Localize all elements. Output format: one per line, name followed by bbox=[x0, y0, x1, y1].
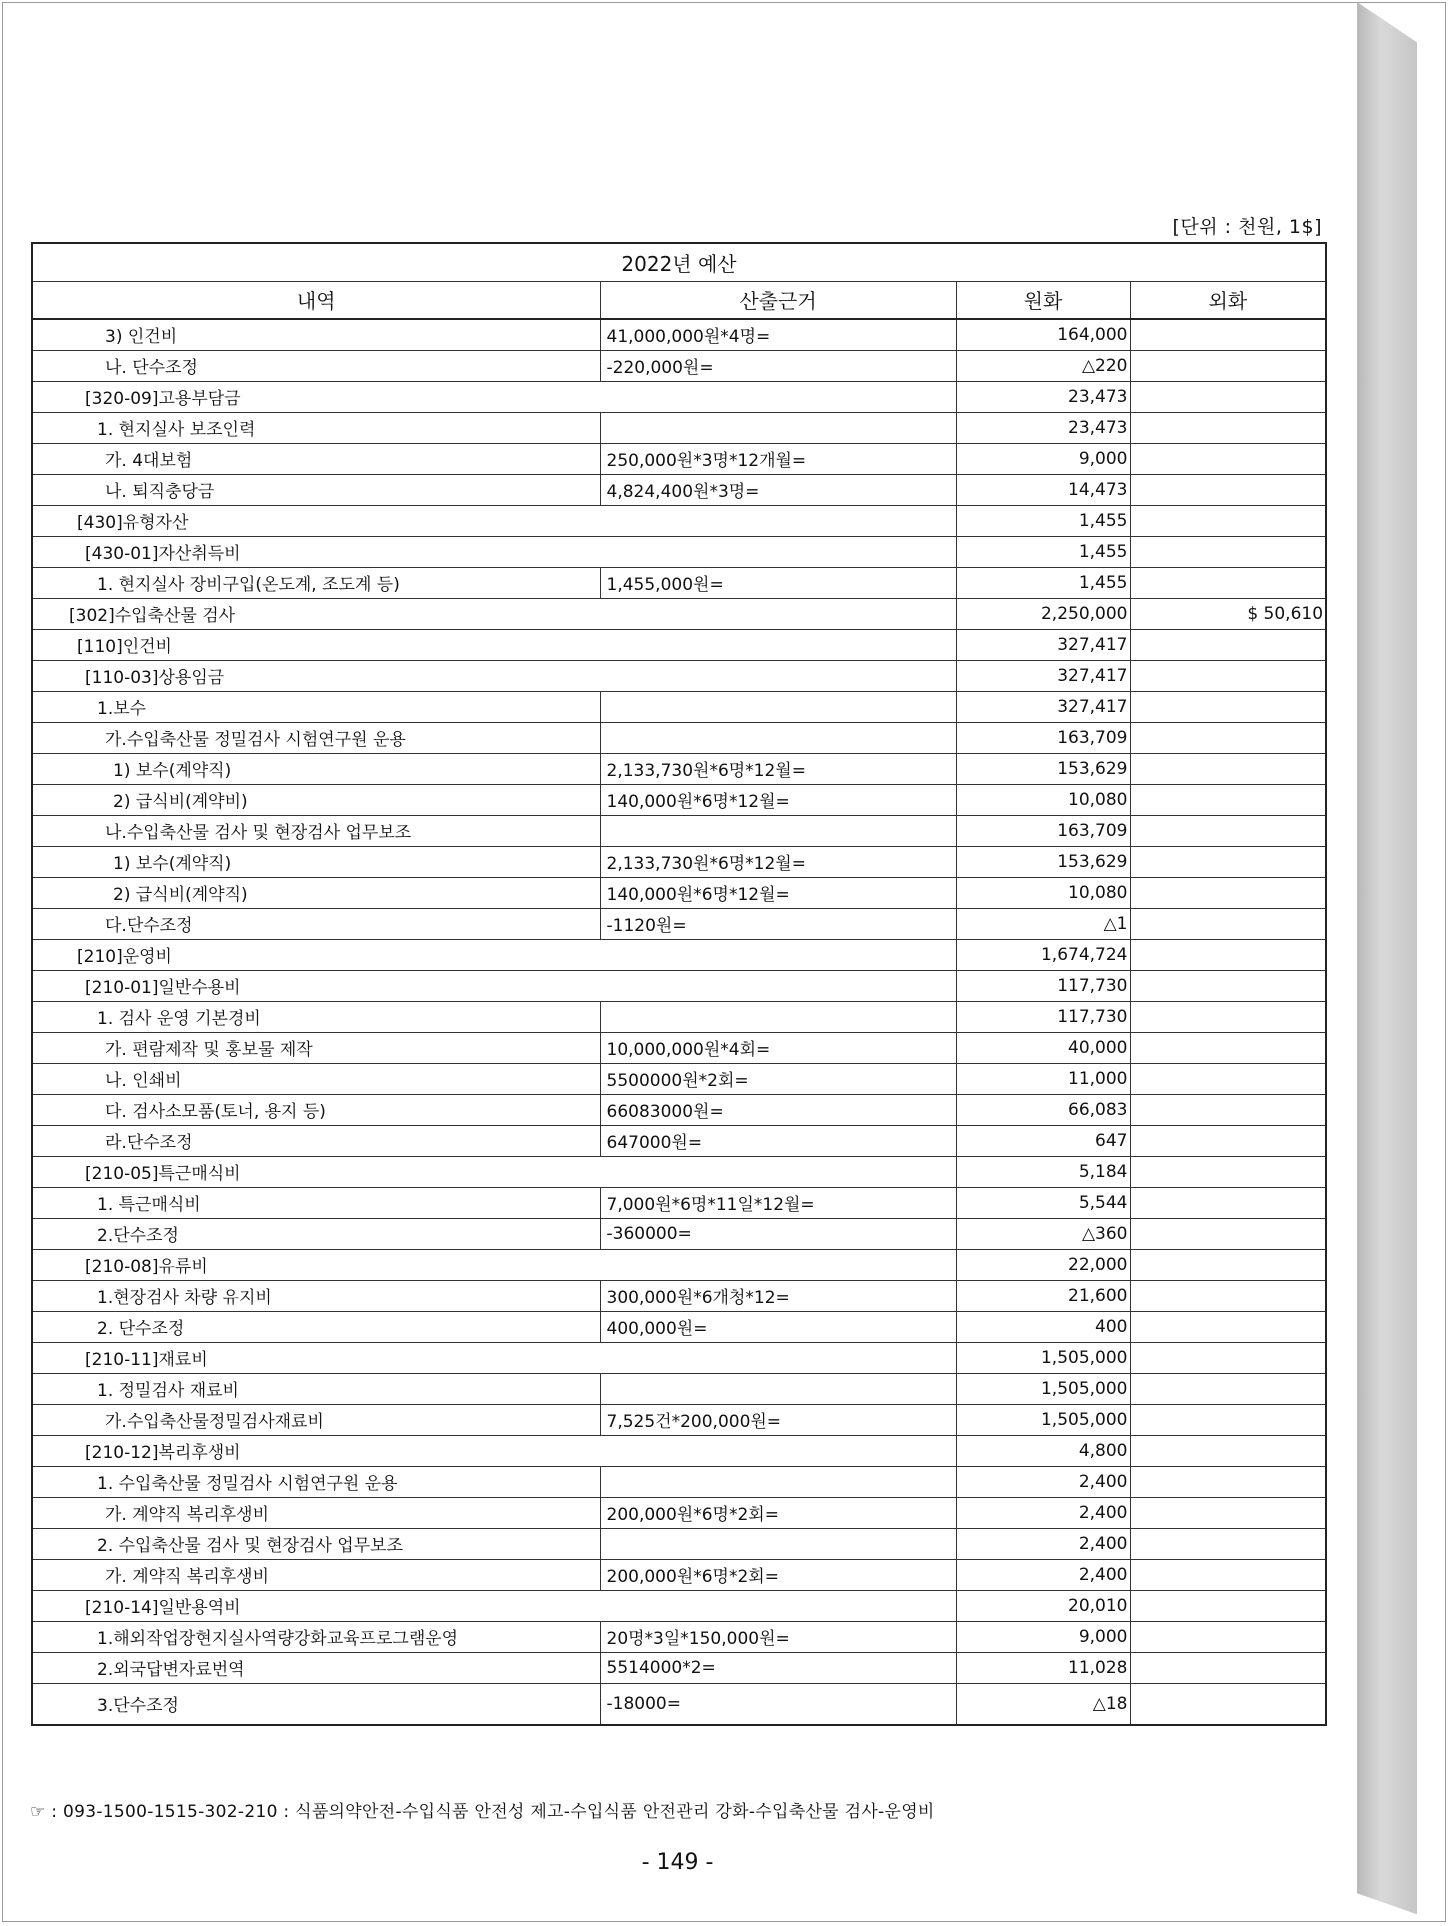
row-basis: 300,000원*6개청*12= bbox=[600, 1280, 956, 1311]
row-foreign-amount bbox=[1130, 1435, 1326, 1466]
table-row bbox=[32, 536, 1326, 567]
row-krw-amount: 11,000 bbox=[956, 1063, 1130, 1094]
row-krw-amount: △220 bbox=[956, 350, 1130, 381]
row-basis: 20명*3일*150,000원= bbox=[600, 1621, 956, 1652]
row-foreign-amount bbox=[1130, 1156, 1326, 1187]
row-krw-amount: 327,417 bbox=[956, 691, 1130, 722]
row-foreign-amount bbox=[1130, 908, 1326, 939]
row-foreign-amount bbox=[1130, 1125, 1326, 1156]
budget-table-body bbox=[32, 319, 1326, 1725]
table-row bbox=[32, 1280, 1326, 1311]
table-row bbox=[32, 846, 1326, 877]
row-item: [210]운영비 bbox=[32, 939, 956, 970]
row-basis: 2,133,730원*6명*12월= bbox=[600, 753, 956, 784]
row-foreign-amount bbox=[1130, 1218, 1326, 1249]
row-basis: -360000= bbox=[600, 1218, 956, 1249]
row-krw-amount: 40,000 bbox=[956, 1032, 1130, 1063]
row-krw-amount: 2,400 bbox=[956, 1528, 1130, 1559]
row-krw-amount: 163,709 bbox=[956, 722, 1130, 753]
row-krw-amount: △18 bbox=[956, 1683, 1130, 1725]
row-foreign-amount bbox=[1130, 1187, 1326, 1218]
row-basis bbox=[600, 1373, 956, 1404]
row-foreign-amount bbox=[1130, 1373, 1326, 1404]
row-krw-amount: 20,010 bbox=[956, 1590, 1130, 1621]
row-krw-amount: 66,083 bbox=[956, 1094, 1130, 1125]
row-basis bbox=[600, 722, 956, 753]
row-basis: 140,000원*6명*12월= bbox=[600, 784, 956, 815]
budget-table bbox=[31, 242, 1327, 1726]
table-row bbox=[32, 1218, 1326, 1249]
row-krw-amount: 327,417 bbox=[956, 660, 1130, 691]
row-krw-amount: 21,600 bbox=[956, 1280, 1130, 1311]
row-foreign-amount bbox=[1130, 784, 1326, 815]
table-row bbox=[32, 1311, 1326, 1342]
column-header-foreign: 외화 bbox=[1130, 281, 1326, 319]
row-item: 1. 수입축산물 정밀검사 시험연구원 운용 bbox=[32, 1466, 600, 1497]
row-krw-amount: 11,028 bbox=[956, 1652, 1130, 1683]
row-foreign-amount bbox=[1130, 567, 1326, 598]
row-krw-amount: 10,080 bbox=[956, 877, 1130, 908]
row-basis bbox=[600, 1466, 956, 1497]
row-foreign-amount bbox=[1130, 1249, 1326, 1280]
row-foreign-amount bbox=[1130, 1032, 1326, 1063]
row-basis: 4,824,400원*3명= bbox=[600, 474, 956, 505]
row-foreign-amount bbox=[1130, 1528, 1326, 1559]
page-number: - 149 - bbox=[641, 1850, 714, 1875]
row-foreign-amount bbox=[1130, 412, 1326, 443]
row-basis: 5500000원*2회= bbox=[600, 1063, 956, 1094]
table-row bbox=[32, 1621, 1326, 1652]
row-item: [302]수입축산물 검사 bbox=[32, 598, 956, 629]
row-basis bbox=[600, 1528, 956, 1559]
row-item: [210-08]유류비 bbox=[32, 1249, 956, 1280]
row-krw-amount: 2,250,000 bbox=[956, 598, 1130, 629]
row-foreign-amount bbox=[1130, 1404, 1326, 1435]
row-foreign-amount bbox=[1130, 1497, 1326, 1528]
table-row bbox=[32, 1187, 1326, 1218]
row-foreign-amount bbox=[1130, 815, 1326, 846]
table-row bbox=[32, 1342, 1326, 1373]
row-item: 1. 현지실사 장비구입(온도계, 조도계 등) bbox=[32, 567, 600, 598]
row-item: 1.현장검사 차량 유지비 bbox=[32, 1280, 600, 1311]
table-row bbox=[32, 1404, 1326, 1435]
row-krw-amount: △1 bbox=[956, 908, 1130, 939]
row-item: [210-12]복리후생비 bbox=[32, 1435, 956, 1466]
row-foreign-amount bbox=[1130, 1683, 1326, 1725]
row-basis: 200,000원*6명*2회= bbox=[600, 1497, 956, 1528]
row-foreign-amount bbox=[1130, 474, 1326, 505]
row-item: 가. 계약직 복리후생비 bbox=[32, 1559, 600, 1590]
row-item: 2) 급식비(계약비) bbox=[32, 784, 600, 815]
row-krw-amount: 1,455 bbox=[956, 567, 1130, 598]
row-foreign-amount bbox=[1130, 350, 1326, 381]
table-row bbox=[32, 1094, 1326, 1125]
row-foreign-amount bbox=[1130, 319, 1326, 350]
table-row bbox=[32, 877, 1326, 908]
row-item: 라.단수조정 bbox=[32, 1125, 600, 1156]
row-item: 3.단수조정 bbox=[32, 1683, 600, 1725]
row-krw-amount: 163,709 bbox=[956, 815, 1130, 846]
row-basis: 200,000원*6명*2회= bbox=[600, 1559, 956, 1590]
row-foreign-amount bbox=[1130, 1559, 1326, 1590]
row-item: 1. 검사 운영 기본경비 bbox=[32, 1001, 600, 1032]
row-item: 나. 인쇄비 bbox=[32, 1063, 600, 1094]
row-basis: 41,000,000원*4명= bbox=[600, 319, 956, 350]
row-item: 2.외국답변자료번역 bbox=[32, 1652, 600, 1683]
table-row bbox=[32, 1652, 1326, 1683]
row-basis: 400,000원= bbox=[600, 1311, 956, 1342]
row-item: 가.수입축산물정밀검사재료비 bbox=[32, 1404, 600, 1435]
row-krw-amount: 1,505,000 bbox=[956, 1404, 1130, 1435]
table-row bbox=[32, 1683, 1326, 1725]
column-header-item: 내역 bbox=[32, 281, 600, 319]
table-row bbox=[32, 1249, 1326, 1280]
row-krw-amount: 23,473 bbox=[956, 381, 1130, 412]
row-foreign-amount bbox=[1130, 1621, 1326, 1652]
row-basis: 140,000원*6명*12월= bbox=[600, 877, 956, 908]
row-basis: 66083000원= bbox=[600, 1094, 956, 1125]
row-item: 2.단수조정 bbox=[32, 1218, 600, 1249]
table-row bbox=[32, 660, 1326, 691]
row-krw-amount: 117,730 bbox=[956, 970, 1130, 1001]
table-row bbox=[32, 970, 1326, 1001]
row-krw-amount: 10,080 bbox=[956, 784, 1130, 815]
row-basis bbox=[600, 1001, 956, 1032]
row-krw-amount: 5,544 bbox=[956, 1187, 1130, 1218]
row-foreign-amount bbox=[1130, 1094, 1326, 1125]
row-item: 1. 현지실사 보조인력 bbox=[32, 412, 600, 443]
row-foreign-amount bbox=[1130, 970, 1326, 1001]
row-krw-amount: 1,674,724 bbox=[956, 939, 1130, 970]
row-item: 가. 계약직 복리후생비 bbox=[32, 1497, 600, 1528]
table-row bbox=[32, 722, 1326, 753]
row-krw-amount: 1,505,000 bbox=[956, 1342, 1130, 1373]
row-item: 2. 수입축산물 검사 및 현장검사 업무보조 bbox=[32, 1528, 600, 1559]
row-krw-amount: 1,455 bbox=[956, 505, 1130, 536]
row-krw-amount: 22,000 bbox=[956, 1249, 1130, 1280]
row-item: 다.단수조정 bbox=[32, 908, 600, 939]
column-header-basis: 산출근거 bbox=[600, 281, 956, 319]
table-row bbox=[32, 691, 1326, 722]
table-row bbox=[32, 1497, 1326, 1528]
row-foreign-amount bbox=[1130, 1311, 1326, 1342]
row-krw-amount: 327,417 bbox=[956, 629, 1130, 660]
row-basis: 5514000*2= bbox=[600, 1652, 956, 1683]
row-foreign-amount bbox=[1130, 877, 1326, 908]
row-krw-amount: 153,629 bbox=[956, 846, 1130, 877]
row-item: [210-14]일반용역비 bbox=[32, 1590, 956, 1621]
row-item: 3) 인건비 bbox=[32, 319, 600, 350]
table-row bbox=[32, 1125, 1326, 1156]
row-foreign-amount bbox=[1130, 505, 1326, 536]
table-row bbox=[32, 1528, 1326, 1559]
row-foreign-amount bbox=[1130, 381, 1326, 412]
table-row bbox=[32, 505, 1326, 536]
page-edge-shadow bbox=[1357, 2, 1417, 1922]
row-krw-amount: 2,400 bbox=[956, 1466, 1130, 1497]
row-foreign-amount bbox=[1130, 536, 1326, 567]
row-item: [430]유형자산 bbox=[32, 505, 956, 536]
row-item: 나.수입축산물 검사 및 현장검사 업무보조 bbox=[32, 815, 600, 846]
row-foreign-amount bbox=[1130, 1001, 1326, 1032]
row-item: 1) 보수(계약직) bbox=[32, 753, 600, 784]
row-item: 1.보수 bbox=[32, 691, 600, 722]
row-item: 가. 편람제작 및 홍보물 제작 bbox=[32, 1032, 600, 1063]
row-basis: 7,525건*200,000원= bbox=[600, 1404, 956, 1435]
table-title: 2022년 예산 bbox=[32, 243, 1326, 281]
row-foreign-amount bbox=[1130, 443, 1326, 474]
table-row bbox=[32, 567, 1326, 598]
row-foreign-amount: $ 50,610 bbox=[1130, 598, 1326, 629]
row-item: 가. 4대보험 bbox=[32, 443, 600, 474]
table-row bbox=[32, 1032, 1326, 1063]
row-item: 1.해외작업장현지실사역량강화교육프로그램운영 bbox=[32, 1621, 600, 1652]
row-item: 가.수입축산물 정밀검사 시험연구원 운용 bbox=[32, 722, 600, 753]
table-row bbox=[32, 939, 1326, 970]
row-basis bbox=[600, 412, 956, 443]
row-item: 1. 특근매식비 bbox=[32, 1187, 600, 1218]
row-item: 2. 단수조정 bbox=[32, 1311, 600, 1342]
row-krw-amount: 9,000 bbox=[956, 1621, 1130, 1652]
row-krw-amount: 1,505,000 bbox=[956, 1373, 1130, 1404]
row-foreign-amount bbox=[1130, 691, 1326, 722]
row-item: [210-05]특근매식비 bbox=[32, 1156, 956, 1187]
row-foreign-amount bbox=[1130, 1063, 1326, 1094]
row-item: 2) 급식비(계약직) bbox=[32, 877, 600, 908]
row-basis: -18000= bbox=[600, 1683, 956, 1725]
table-row bbox=[32, 908, 1326, 939]
row-krw-amount: 647 bbox=[956, 1125, 1130, 1156]
column-header-krw: 원화 bbox=[956, 281, 1130, 319]
table-row bbox=[32, 815, 1326, 846]
row-krw-amount: 400 bbox=[956, 1311, 1130, 1342]
table-row bbox=[32, 1435, 1326, 1466]
row-krw-amount: 9,000 bbox=[956, 443, 1130, 474]
row-basis bbox=[600, 815, 956, 846]
table-row bbox=[32, 598, 1326, 629]
row-krw-amount: △360 bbox=[956, 1218, 1130, 1249]
row-krw-amount: 2,400 bbox=[956, 1497, 1130, 1528]
row-krw-amount: 153,629 bbox=[956, 753, 1130, 784]
row-item: 1. 정밀검사 재료비 bbox=[32, 1373, 600, 1404]
row-krw-amount: 117,730 bbox=[956, 1001, 1130, 1032]
row-item: 1) 보수(계약직) bbox=[32, 846, 600, 877]
row-item: [210-01]일반수용비 bbox=[32, 970, 956, 1001]
table-row bbox=[32, 1001, 1326, 1032]
row-krw-amount: 14,473 bbox=[956, 474, 1130, 505]
row-basis: 2,133,730원*6명*12월= bbox=[600, 846, 956, 877]
table-row bbox=[32, 319, 1326, 350]
row-krw-amount: 23,473 bbox=[956, 412, 1130, 443]
row-basis: 1,455,000원= bbox=[600, 567, 956, 598]
row-krw-amount: 2,400 bbox=[956, 1559, 1130, 1590]
row-foreign-amount bbox=[1130, 660, 1326, 691]
row-foreign-amount bbox=[1130, 1280, 1326, 1311]
row-basis: 7,000원*6명*11일*12월= bbox=[600, 1187, 956, 1218]
row-foreign-amount bbox=[1130, 1590, 1326, 1621]
table-row bbox=[32, 443, 1326, 474]
row-basis: 250,000원*3명*12개월= bbox=[600, 443, 956, 474]
table-row bbox=[32, 1590, 1326, 1621]
table-row bbox=[32, 1373, 1326, 1404]
row-item: [430-01]자산취득비 bbox=[32, 536, 956, 567]
table-row bbox=[32, 1559, 1326, 1590]
row-foreign-amount bbox=[1130, 1466, 1326, 1497]
table-row bbox=[32, 381, 1326, 412]
table-row bbox=[32, 753, 1326, 784]
row-krw-amount: 4,800 bbox=[956, 1435, 1130, 1466]
table-row bbox=[32, 412, 1326, 443]
budget-code-footnote: ☞ : 093-1500-1515-302-210 : 식품의약안전-수입식품 안전성 제고-수입식품 안전관리 강화-수입축산물 검사-운영비 bbox=[30, 1802, 935, 1822]
row-foreign-amount bbox=[1130, 629, 1326, 660]
row-item: 다. 검사소모품(토너, 용지 등) bbox=[32, 1094, 600, 1125]
table-row bbox=[32, 629, 1326, 660]
row-item: 나. 단수조정 bbox=[32, 350, 600, 381]
row-basis: 647000원= bbox=[600, 1125, 956, 1156]
row-krw-amount: 1,455 bbox=[956, 536, 1130, 567]
table-row bbox=[32, 784, 1326, 815]
unit-label: [단위 : 천원, 1$] bbox=[1172, 216, 1322, 238]
row-basis: -1120원= bbox=[600, 908, 956, 939]
row-foreign-amount bbox=[1130, 1652, 1326, 1683]
row-item: [110]인건비 bbox=[32, 629, 956, 660]
row-foreign-amount bbox=[1130, 722, 1326, 753]
row-item: [210-11]재료비 bbox=[32, 1342, 956, 1373]
row-basis: 10,000,000원*4회= bbox=[600, 1032, 956, 1063]
row-foreign-amount bbox=[1130, 846, 1326, 877]
table-row bbox=[32, 1466, 1326, 1497]
row-basis bbox=[600, 691, 956, 722]
row-basis: -220,000원= bbox=[600, 350, 956, 381]
row-item: [110-03]상용임금 bbox=[32, 660, 956, 691]
row-foreign-amount bbox=[1130, 939, 1326, 970]
table-row bbox=[32, 350, 1326, 381]
row-foreign-amount bbox=[1130, 753, 1326, 784]
table-row bbox=[32, 1156, 1326, 1187]
row-item: 나. 퇴직충당금 bbox=[32, 474, 600, 505]
table-row bbox=[32, 474, 1326, 505]
row-item: [320-09]고용부담금 bbox=[32, 381, 956, 412]
row-krw-amount: 164,000 bbox=[956, 319, 1130, 350]
row-foreign-amount bbox=[1130, 1342, 1326, 1373]
table-row bbox=[32, 1063, 1326, 1094]
row-krw-amount: 5,184 bbox=[956, 1156, 1130, 1187]
